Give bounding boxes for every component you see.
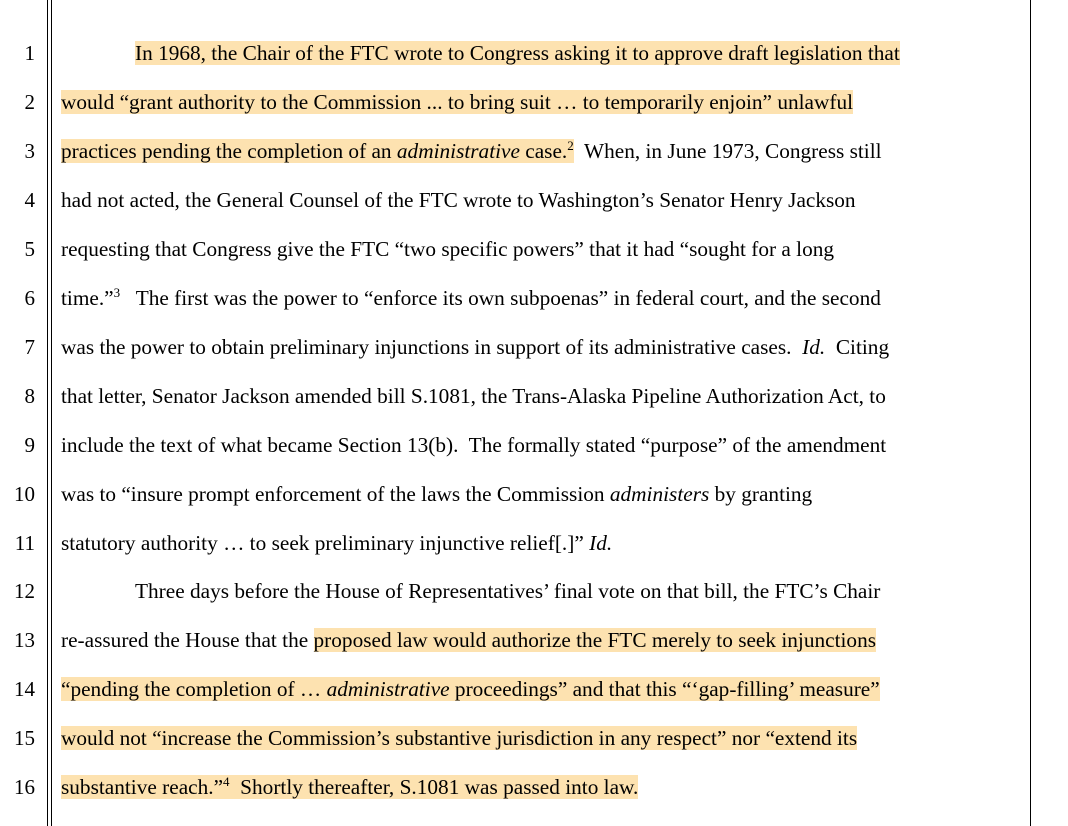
- line-number: 5: [24, 237, 35, 261]
- text-run: Shortly thereafter, S.1081 was passed into law.: [229, 775, 639, 799]
- italic-text: administers: [609, 482, 710, 506]
- pleading-line: [0, 714, 1068, 763]
- line-number: 3: [24, 139, 35, 163]
- text-run: “pending the completion of …: [61, 677, 327, 701]
- text-run: When, in June 1973, Congress still: [573, 139, 882, 163]
- pleading-line: [0, 29, 1068, 78]
- line-text: had not acted, the General Counsel of the FTC wrote to Washington’s Senator Henry Jackson: [61, 188, 856, 212]
- italic-text: administrative: [396, 139, 520, 163]
- pleading-line: [0, 519, 1068, 568]
- text-run: re-assured the House that the: [61, 628, 314, 652]
- pleading-line: [0, 323, 1068, 372]
- highlighted-text: would “grant authority to the Commission ... to bring suit … to temporarily enjoin” unlawful: [61, 90, 854, 114]
- highlighted-text: [61, 139, 574, 163]
- highlighted-text: In 1968, the Chair of the FTC wrote to Congress asking it to approve draft legislation that: [135, 41, 900, 65]
- pleading-line: [0, 127, 1068, 176]
- line-number: 14: [14, 677, 35, 701]
- italic-text: Id.: [802, 335, 826, 359]
- line-text: [61, 723, 1021, 753]
- text-run: Citing: [825, 335, 890, 359]
- pleading-line: [0, 421, 1068, 470]
- highlighted-text: proposed law would authorize the FTC merely to seek injunctions: [313, 628, 877, 652]
- line-number: 2: [24, 90, 35, 114]
- line-text: [61, 625, 1021, 655]
- line-text: [61, 772, 1021, 802]
- line-text: [61, 283, 1021, 313]
- text-run: time.”: [61, 286, 114, 310]
- highlighted-text: [61, 677, 880, 701]
- text-run: case.: [519, 139, 568, 163]
- line-number: 6: [24, 286, 35, 310]
- pleading-line: [0, 78, 1068, 127]
- line-text: Three days before the House of Representatives’ final vote on that bill, the FTC’s Chair: [135, 579, 881, 603]
- line-text: requesting that Congress give the FTC “two specific powers” that it had “sought for a long: [61, 237, 835, 261]
- pleading-line: [0, 274, 1068, 323]
- text-run: proceedings” and that this “‘gap-filling’ measure”: [449, 677, 880, 701]
- line-text: [61, 136, 1021, 166]
- line-number: 13: [14, 628, 35, 652]
- pleading-line: [0, 616, 1068, 665]
- italic-text: Id.: [589, 531, 613, 555]
- line-number: 7: [24, 335, 35, 359]
- line-number: 1: [24, 41, 35, 65]
- line-number: 4: [24, 188, 35, 212]
- line-number: 8: [24, 384, 35, 408]
- italic-text: administrative: [326, 677, 450, 701]
- pleading-line: [0, 567, 1068, 616]
- text-run: by granting: [709, 482, 813, 506]
- line-number: 9: [24, 433, 35, 457]
- pleading-line: [0, 372, 1068, 421]
- footnote-reference[interactable]: 3: [113, 285, 121, 300]
- line-number: 10: [14, 482, 35, 506]
- text-run: was to “insure prompt enforcement of the laws the Commission: [61, 482, 610, 506]
- line-number: 15: [14, 726, 35, 750]
- line-text: [61, 38, 1068, 68]
- pleading-line: [0, 470, 1068, 519]
- pleading-line: [0, 176, 1068, 225]
- pleading-line: [0, 225, 1068, 274]
- line-number: 11: [14, 531, 35, 555]
- text-run: substantive reach.”: [61, 775, 224, 799]
- line-text: [61, 479, 1021, 509]
- footnote-reference[interactable]: 2: [567, 138, 574, 153]
- line-text: [61, 528, 1021, 558]
- line-text: include the text of what became Section 13(b). The formally stated “purpose” of the amendment: [61, 433, 887, 457]
- line-text: [61, 674, 1021, 704]
- pleading-line: [0, 763, 1068, 812]
- text-run: was the power to obtain preliminary injunctions in support of its administrative cases.: [61, 335, 803, 359]
- highlighted-text: would not “increase the Commission’s substantive jurisdiction in any respect” nor “extend its: [61, 726, 858, 750]
- text-run: practices pending the completion of an: [61, 139, 397, 163]
- line-number: 12: [14, 579, 35, 603]
- text-run: The first was the power to “enforce its own subpoenas” in federal court, and the second: [120, 286, 881, 310]
- line-text: [61, 332, 1021, 362]
- highlighted-text: [61, 775, 638, 799]
- footnote-reference[interactable]: 4: [223, 774, 230, 789]
- text-run: statutory authority … to seek preliminary injunctive relief[.]”: [61, 531, 590, 555]
- line-text: [61, 87, 1021, 117]
- line-text: that letter, Senator Jackson amended bill S.1081, the Trans-Alaska Pipeline Authorization Act, to: [61, 384, 886, 408]
- line-number: 16: [14, 775, 35, 799]
- pleading-line: [0, 665, 1068, 714]
